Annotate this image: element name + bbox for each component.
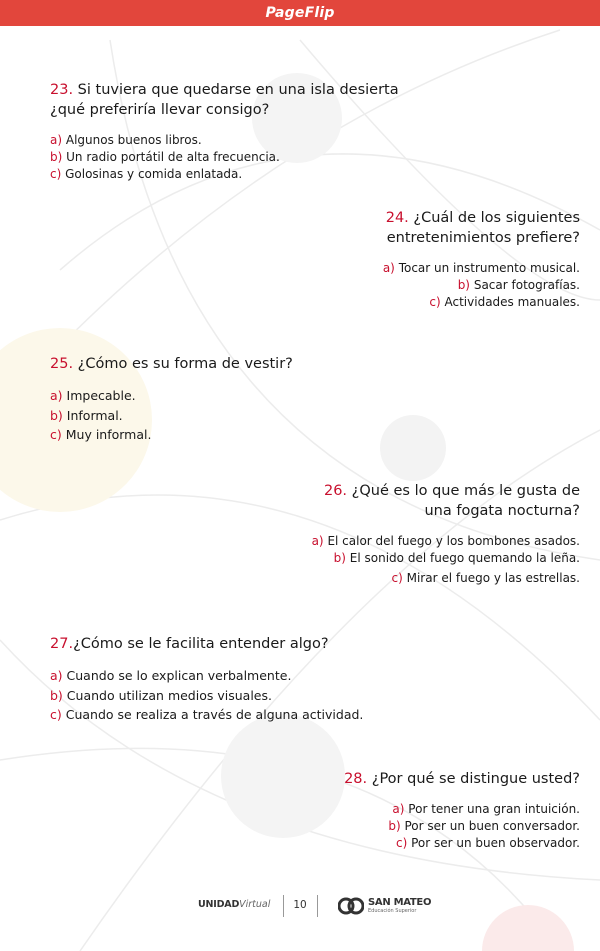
option-c[interactable] — [383, 294, 580, 311]
question-text-line: una fogata nocturna? — [424, 503, 580, 519]
option-a[interactable] — [383, 260, 580, 277]
option-b[interactable] — [312, 550, 580, 567]
option-letter: c) — [391, 571, 403, 585]
question-text-line: Si tuviera que quedarse en una isla desierta — [77, 82, 399, 98]
question-text-line: ¿qué preferiría llevar consigo? — [50, 102, 270, 118]
option-a[interactable] — [344, 801, 580, 818]
question-number: 28. — [344, 771, 368, 787]
app-title: PageFlip — [265, 5, 335, 21]
option-text: Por tener una gran intuición. — [408, 802, 580, 816]
options-list — [50, 386, 293, 445]
option-text: Cuando se realiza a través de alguna actividad. — [65, 707, 364, 722]
option-letter: c) — [395, 836, 408, 850]
option-text: Impecable. — [66, 388, 136, 403]
option-letter: a) — [382, 261, 395, 275]
option-c[interactable] — [50, 705, 363, 725]
option-text: Sacar fotografías. — [473, 278, 580, 292]
option-c[interactable] — [50, 166, 399, 183]
san-mateo-logo-icon — [338, 895, 364, 917]
option-text: Golosinas y comida enlatada. — [65, 167, 243, 181]
option-letter: a) — [392, 802, 405, 816]
question-text-line: ¿Cuál de los siguientes — [413, 210, 580, 226]
option-letter: c) — [429, 295, 441, 309]
question-title — [50, 634, 363, 654]
option-text: Muy informal. — [65, 427, 152, 442]
options-list — [312, 533, 580, 587]
question-text-line: entretenimientos prefiere? — [386, 230, 580, 246]
decor-circle — [380, 415, 446, 481]
option-text: Mirar el fuego y las estrellas. — [406, 571, 580, 585]
option-a[interactable] — [50, 132, 399, 149]
option-a[interactable] — [50, 386, 293, 406]
question-27 — [50, 634, 363, 725]
option-a[interactable] — [312, 533, 580, 550]
option-text: Por ser un buen observador. — [411, 836, 580, 850]
option-text: Cuando utilizan medios visuales. — [66, 687, 272, 703]
option-text: Un radio portátil de alta frecuencia. — [66, 150, 280, 164]
option-text: Por ser un buen conversador. — [404, 819, 580, 833]
option-text: Tocar un instrumento musical. — [398, 261, 580, 275]
question-number: 26. — [323, 483, 348, 499]
option-b[interactable] — [383, 277, 580, 294]
option-letter: a) — [50, 133, 63, 147]
decor-circle — [221, 714, 345, 838]
unidad-virtual-logo — [198, 899, 270, 910]
option-text: Informal. — [66, 407, 123, 423]
options-list — [383, 260, 580, 311]
question-text-line: ¿Por qué se distingue usted? — [371, 771, 580, 787]
option-c[interactable] — [312, 570, 580, 587]
option-letter: b) — [50, 150, 63, 164]
option-letter: b) — [457, 278, 470, 292]
question-24 — [383, 208, 580, 311]
question-title — [50, 354, 293, 374]
option-letter: a) — [50, 388, 63, 403]
question-number: 27. — [50, 636, 74, 652]
option-text: Cuando se lo explican verbalmente. — [66, 668, 292, 683]
option-text: Algunos buenos libros. — [65, 133, 202, 147]
question-number: 23. — [50, 82, 74, 98]
question-25 — [50, 354, 293, 445]
brand-bold: UNIDAD — [198, 899, 240, 910]
option-letter: c) — [50, 427, 62, 442]
option-letter: a) — [50, 668, 63, 683]
option-letter: b) — [388, 819, 401, 833]
option-letter: c) — [50, 167, 62, 181]
logo-name: SAN MATEO — [368, 897, 432, 908]
option-letter: a) — [311, 534, 324, 548]
option-c[interactable] — [50, 425, 293, 445]
option-b[interactable] — [344, 818, 580, 835]
question-text-line: ¿Cómo es su forma de vestir? — [77, 356, 293, 372]
option-b[interactable] — [50, 149, 399, 166]
options-list — [344, 801, 580, 852]
options-list — [50, 666, 363, 725]
option-text: El sonido del fuego quemando la leña. — [349, 551, 580, 565]
question-28 — [344, 769, 580, 852]
footer-divider — [317, 895, 318, 917]
option-b[interactable] — [50, 406, 293, 426]
page-footer — [0, 893, 600, 919]
question-title — [312, 481, 580, 521]
option-text: El calor del fuego y los bombones asados. — [327, 534, 580, 548]
question-text-line: ¿Qué es lo que más le gusta de — [351, 483, 580, 499]
option-letter: b) — [333, 551, 346, 565]
option-letter: c) — [50, 707, 62, 722]
options-list — [50, 132, 399, 183]
option-text: Actividades manuales. — [444, 295, 580, 309]
question-text-line: ¿Cómo se le facilita entender algo? — [73, 636, 329, 652]
question-title — [344, 769, 580, 789]
option-c[interactable] — [344, 835, 580, 852]
brand-light: Virtual — [239, 899, 271, 910]
question-number: 24. — [385, 210, 409, 226]
option-b[interactable] — [50, 686, 363, 706]
top-bar — [0, 0, 600, 26]
question-number: 25. — [50, 356, 74, 372]
logo-subtitle: Educación Superior — [368, 908, 417, 914]
question-26 — [312, 481, 580, 587]
footer-divider — [283, 895, 284, 917]
question-23 — [50, 80, 399, 183]
page-number: 10 — [293, 899, 307, 911]
option-letter: b) — [50, 687, 63, 703]
question-title — [383, 208, 580, 248]
question-title — [50, 80, 399, 120]
option-letter: b) — [50, 407, 63, 423]
option-a[interactable] — [50, 666, 363, 686]
